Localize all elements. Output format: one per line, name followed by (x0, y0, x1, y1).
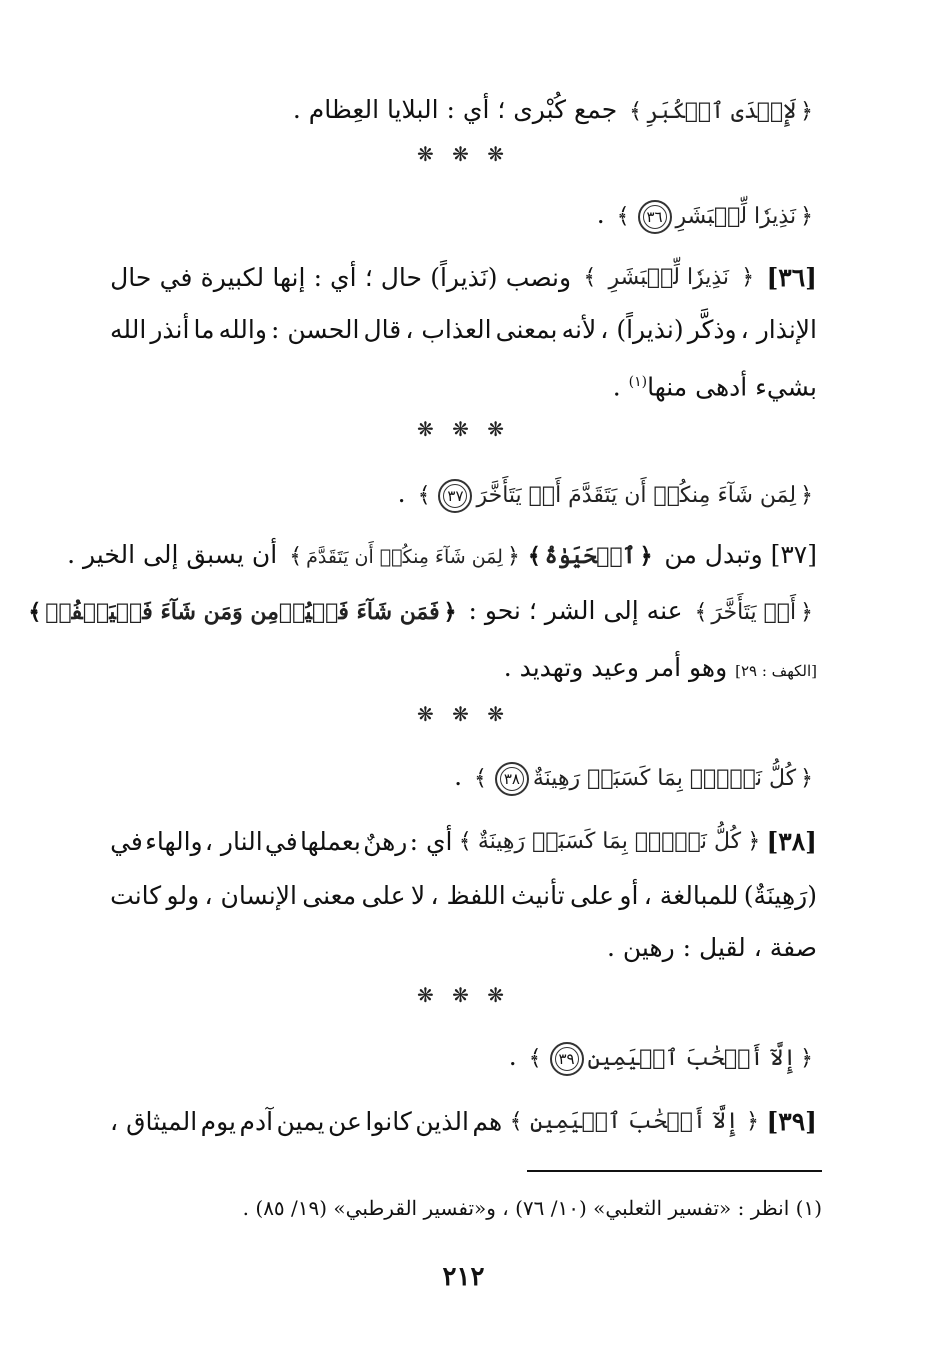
para36-line3: بشيء أدهى منها$^{(١)}$ . (612, 372, 817, 402)
footnote-marker: (١) (628, 374, 648, 390)
para36-line2: الإنذار ، وذكَّر (نذيراً) ، لأنه بمعنى العذاب ، قال الحسن : والله ما أنذر الله (110, 315, 817, 344)
quran-verse: إِلَّآ أَصۡحَٰبَ ٱلۡيَمِينِ (587, 1046, 797, 1071)
para38-line2: (رَهِينَةٌ) للمبالغة ، أو على تأنيث اللفظ ، لا على معنى الإنسان ، ولو كانت (110, 881, 817, 910)
verse39-heading: ﴿إِلَّآ أَصۡحَٰبَ ٱلۡيَمِينِ٣٩﴾ . (509, 1037, 817, 1079)
para38-line1: [٣٨] ﴿ كُلُّ نَفۡسِۭ بِمَا كَسَبَتۡ رَهِينَةٌ ﴾ أي : رهنٌ بعملها في النار ، والهاء في (110, 827, 817, 856)
para37-line2: ﴿أَوۡ يَتَأَخَّرَ﴾ عنه إلى الشر ؛ نحو : ﴿فَمَن شَآءَ فَلۡيُؤۡمِن وَمَن شَآءَ فَلۡيَكۡفُرۡ﴾ (28, 596, 813, 625)
quran-fragment: لَإِحۡدَى ٱلۡكُبَرِ (646, 99, 797, 124)
verse-number-ornament: ٣٦ (638, 200, 672, 234)
quran-verse: نَذِيرٗا لِّلۡبَشَرِ (675, 204, 797, 229)
verse38-heading: ﴿كُلُّ نَفۡسِۭ بِمَا كَسَبَتۡ رَهِينَةٌ٣٨﴾ . (454, 757, 817, 799)
para36-line1: [٣٦] ﴿ نَذِيرٗا لِّلۡبَشَرِ ﴾ ونصب (نَذيراً) حال ؛ أي : إنها لكبيرة في حال (110, 263, 817, 292)
para37-line1: [٣٧] وتبدل من ﴿ٱلۡحَيَوٰةُ﴾﴿لِمَن شَآءَ مِنكُمۡ أَن يَتَقَدَّمَ﴾ أن يسبق إلى الخير . (67, 540, 817, 569)
para37-line3: [الكهف : ٢٩] وهو أمر وعيد وتهديد . (503, 653, 817, 682)
footnote-separator (527, 1170, 822, 1172)
verse-number-ornament: ٣٩ (550, 1042, 584, 1076)
section34-line: ﴿لَإِحۡدَى ٱلۡكُبَرِ﴾ جمع كُبْرى ؛ أي : البلايا العِظام . (292, 95, 813, 124)
section-divider: ❋ ❋ ❋ (417, 142, 510, 166)
verse-number-ornament: ٣٨ (495, 762, 529, 796)
quran-verse: كُلُّ نَفۡسِۭ بِمَا كَسَبَتۡ رَهِينَةٌ (532, 766, 797, 791)
para38-line3: صفة ، لقيل : رهين . (606, 933, 817, 962)
commentary-text: جمع كُبْرى ؛ أي : البلايا العِظام . (292, 95, 626, 124)
quran-reference: [الكهف : ٢٩] (735, 662, 817, 680)
footnote: (١) انظر : «تفسير الثعلبي» (١٠/ ٧٦) ، و«تفسير القرطبي» (١٩/ ٨٥) . (242, 1196, 822, 1220)
verse36-heading: ﴿نَذِيرٗا لِّلۡبَشَرِ٣٦﴾ . (597, 195, 817, 237)
quran-verse: لِمَن شَآءَ مِنكُمۡ أَن يَتَقَدَّمَ أَوۡ يَتَأَخَّرَ (476, 483, 797, 508)
para39-line1: [٣٩] ﴿ إِلَّآ أَصۡحَٰبَ ٱلۡيَمِينِ ﴾ هم الذين كانوا عن يمين آدم يوم الميثاق ، (110, 1107, 817, 1136)
verse37-heading: ﴿لِمَن شَآءَ مِنكُمۡ أَن يَتَقَدَّمَ أَوۡ يَتَأَخَّرَ٣٧﴾ . (398, 474, 817, 516)
page-number: ٢١٢ (442, 1262, 485, 1292)
section-divider: ❋ ❋ ❋ (417, 702, 510, 726)
section-divider: ❋ ❋ ❋ (417, 417, 510, 441)
verse-number-ornament: ٣٧ (438, 479, 472, 513)
section-divider: ❋ ❋ ❋ (417, 983, 510, 1007)
